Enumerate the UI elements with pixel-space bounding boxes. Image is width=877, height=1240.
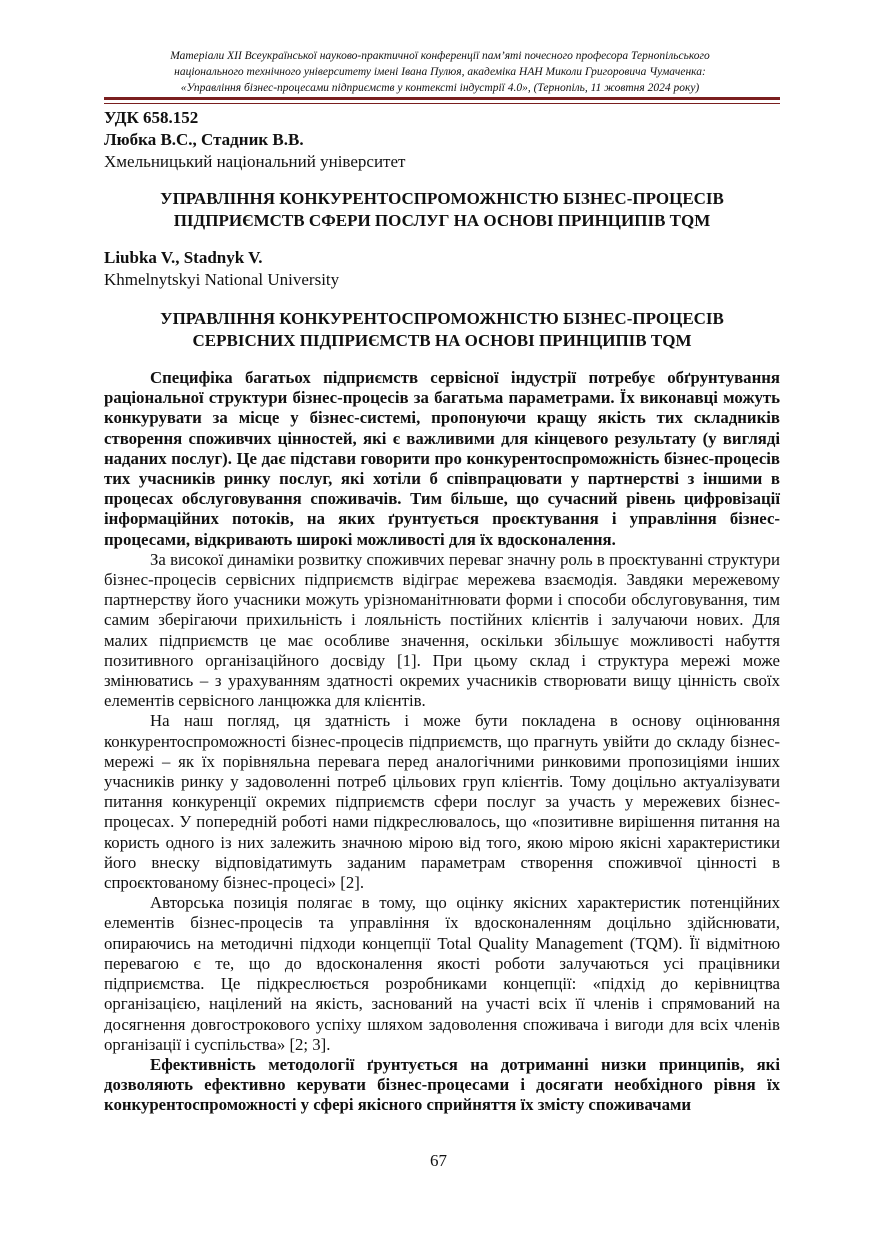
header-rule-thin	[104, 103, 780, 104]
title-ua2-line-2: СЕРВІСНИХ ПІДПРИЄМСТВ НА ОСНОВІ ПРИНЦИПІВ TQM	[192, 331, 692, 350]
authors-en: Liubka V., Stadnyk V.	[104, 248, 263, 267]
article-body	[104, 368, 780, 1116]
header-line-2: національного технічного університету імені Івана Пулюя, академіка НАН Миколи Григоровича Чумаченка:	[174, 66, 706, 78]
article-title-ua-second	[104, 308, 780, 352]
header-rule-thick	[104, 97, 780, 100]
udc-code: УДК 658.152	[104, 108, 199, 127]
article-title-ua	[104, 188, 780, 232]
conference-header	[100, 48, 780, 96]
title-ua2-line-1: УПРАВЛІННЯ КОНКУРЕНТОСПРОМОЖНІСТЮ БІЗНЕС-ПРОЦЕСІВ	[160, 309, 724, 328]
authors-ua: Любка В.С., Стадник В.В.	[104, 130, 304, 149]
article-meta-ua	[104, 107, 405, 173]
header-line-3: «Управління бізнес-процесами підприємств у контексті індустрії 4.0», (Тернопіль, 11 жовтня 2024 року)	[180, 82, 700, 94]
paragraph-4: Авторська позиція полягає в тому, що оцінку якісних характеристик потенційних елементів бізнес-процесів та управління їх вдосконаленням доцільно здійснювати, опираючись на методичні підходи концепції Total Quality Management (TQM). Її відмітною перевагою є те, що до вдосконалення якості роботи залучаються усі працівники підприємства. Це підкреслюється розробниками концепції: «підхід до керівництва організацією, націлений на якість, заснований на участі всіх її членів і спрямований на досягнення довгострокового успіху шляхом задоволення споживача і вигоди для всіх членів організації і суспільства» [2; 3].	[104, 893, 780, 1054]
paragraph-5: Ефективність методології ґрунтується на дотриманні низки принципів, які дозволяють ефективно керувати бізнес-процесами і досягати необхідного рівня їх конкурентоспроможності у сфері якісного сприйняття їх змісту споживачами	[104, 1054, 780, 1115]
paragraph-3: На наш погляд, ця здатність і може бути покладена в основу оцінювання конкурентоспроможності бізнес-процесів підприємств, що прагнуть увійти до складу бізнес-мережі – як їх порівняльна перевага перед аналогічними ринковими пропозиціями інших учасників ринку у задоволенні потреб цільових груп клієнтів. Тому доцільно актуалізувати питання конкуренції окремих підприємств сфери послуг за участь у мережевих бізнес-процесах. У попередній роботі нами підкреслювалось, що «позитивне вирішення питання на користь одного із них залежить значною мірою від того, якою мірою якісні характеристики його внеску відповідатимуть заданим параметрам створення споживчої цінності в спроєктованому бізнес-процесі» [2].	[104, 711, 780, 893]
title-ua-line-2: ПІДПРИЄМСТВ СФЕРИ ПОСЛУГ НА ОСНОВІ ПРИНЦИПІВ TQM	[173, 211, 711, 230]
article-meta-en	[104, 247, 339, 291]
header-line-1: Матеріали XII Всеукраїнської науково-практичної конференції пам’яті почесного професора Тернопільського	[170, 50, 710, 62]
affiliation-ua: Хмельницький національний університет	[104, 152, 406, 171]
paragraph-2: За високої динаміки розвитку споживчих переваг значну роль в проєктуванні структури бізнес-процесів сервісних підприємств відіграє мережева взаємодія. Завдяки мережевому партнерству його учасники можуть урізноманітнювати форми і способи обслуговування, тим самим зберігаючи прихильність і лояльність постійних клієнтів і залучаючи нових. Для малих підприємств це має особливе значення, оскільки збільшує можливості набуття позитивного організаційного досвіду [1]. При цьому склад і структура мережі може змінюватись – з урахуванням здатності окремих учасників створювати вищу цінність своїх елементів сервісного ланцюжка для клієнтів.	[104, 549, 780, 711]
affiliation-en: Khmelnytskyi National University	[104, 270, 340, 289]
paragraph-1: Специфіка багатьох підприємств сервісної індустрії потребує обґрунтування раціональної структури бізнес-процесів за багатьма параметрами. Їх виконавці можуть конкурувати за місце у бізнес-системі, пропонуючи кращу якість тих складників створення споживчих цінностей, які є важливими для кінцевого результату (у вигляді наданих послуг). Це дає підстави говорити про конкурентоспроможність бізнес-процесів тих учасників ринку послуг, які хотіли б співпрацювати у партнерстві з іншими в процесах обслуговування споживачів. Тим більше, що сучасний рівень цифровізації інформаційних потоків, на яких ґрунтується проєктування і управління бізнес-процесами, відкривають широкі можливості для їх вдосконалення.	[104, 368, 780, 549]
page-number: 67	[430, 1151, 447, 1170]
title-ua-line-1: УПРАВЛІННЯ КОНКУРЕНТОСПРОМОЖНІСТЮ БІЗНЕС-ПРОЦЕСІВ	[160, 189, 724, 208]
